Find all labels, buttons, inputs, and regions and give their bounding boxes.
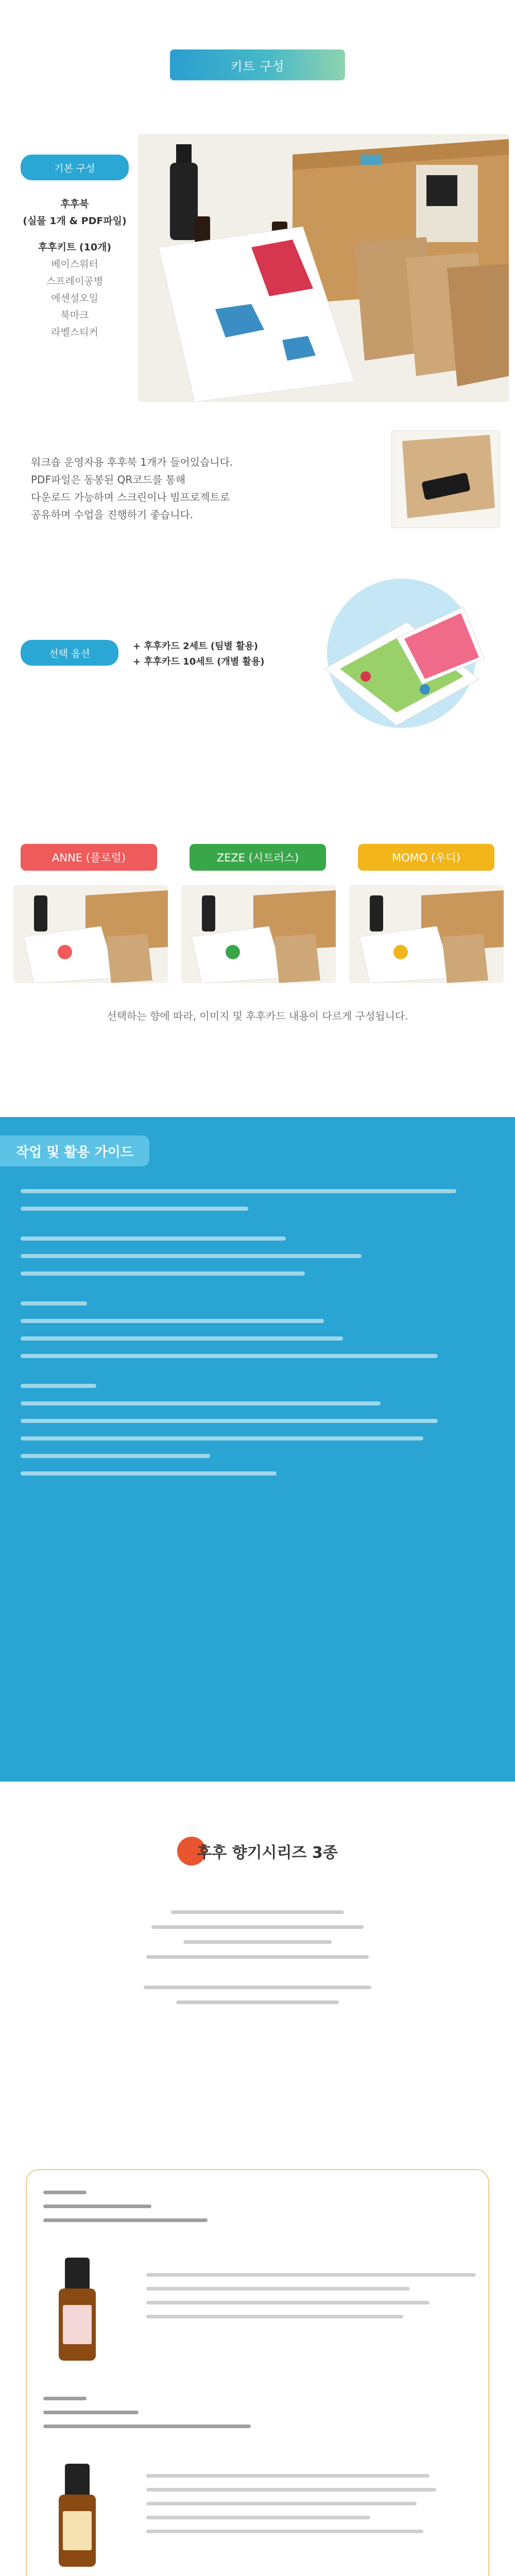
list-item: 후후키트 (10개) — [38, 242, 112, 253]
list-item: + 후후카드 10세트 (개별 활용) — [133, 656, 265, 667]
guide-title-tab — [0, 1136, 149, 1166]
basic-composition-pill — [21, 155, 129, 180]
bottle-icon — [54, 2464, 101, 2567]
cards-photo — [294, 576, 500, 731]
guide-line — [21, 1254, 362, 1258]
series-line — [146, 1955, 369, 1959]
series-title — [0, 1837, 515, 1866]
guide-line — [21, 1336, 343, 1341]
scent-caption: 선택하는 향에 따라, 이미지 및 후후카드 내용이 다르게 구성됩니다. — [107, 1010, 408, 1022]
scent-tag-zeze — [190, 844, 326, 871]
scent-series-box — [26, 2169, 489, 2576]
list-item: 북마크 — [60, 310, 89, 321]
kit-header-banner — [170, 49, 345, 80]
scent-photo-anne — [13, 885, 168, 983]
list-item: 에센셜오일 — [51, 293, 98, 304]
entry-line — [146, 2273, 476, 2277]
kit-contents-photo — [138, 134, 509, 402]
scent-entry — [43, 2191, 476, 2232]
series-intro — [134, 1910, 381, 2015]
scent-photo-momo — [349, 885, 504, 983]
series-line — [171, 1910, 344, 1914]
scent-photo-zeze — [181, 885, 336, 983]
entry-line — [146, 2474, 430, 2478]
entry-name-line — [43, 2205, 151, 2208]
entry-line — [146, 2488, 436, 2492]
series-line — [176, 2001, 339, 2004]
entry-name-line — [43, 2425, 251, 2428]
bottle-icon — [54, 2258, 101, 2361]
options-label: 선택 옵션 — [49, 648, 90, 659]
entry-line — [146, 2502, 417, 2505]
options-list — [133, 639, 265, 670]
guide-section — [0, 1117, 515, 1782]
kit-description — [31, 453, 319, 523]
series-title-text: 후후 향기시리즈 3종 — [197, 1844, 338, 1862]
entry-name-line — [43, 2397, 87, 2400]
series-line — [144, 1986, 371, 1989]
series-line — [183, 1940, 332, 1944]
scent-tag-anne — [21, 844, 157, 871]
guide-body — [21, 1189, 494, 1489]
description-line: 워크숍 운영자용 후후북 1개가 들어있습니다. — [31, 456, 233, 468]
options-pill — [21, 640, 118, 666]
entry-name-line — [43, 2191, 87, 2194]
scent-tag-label: ANNE (플로럴) — [52, 852, 126, 864]
list-item: 베이스워터 — [51, 259, 98, 270]
guide-line — [21, 1454, 210, 1458]
guide-line — [21, 1236, 286, 1241]
guide-line — [21, 1419, 438, 1423]
guide-line — [21, 1319, 324, 1323]
qr-detail-photo — [391, 430, 500, 528]
guide-title: 작업 및 활용 가이드 — [15, 1144, 134, 1160]
guide-line — [21, 1471, 277, 1476]
basic-composition-label: 기본 구성 — [54, 162, 95, 174]
basic-composition-list — [15, 196, 134, 341]
guide-line — [21, 1354, 438, 1358]
guide-line — [21, 1301, 87, 1306]
entry-line — [146, 2516, 370, 2519]
list-item: + 후후카드 2세트 (팀별 활용) — [133, 641, 259, 652]
entry-name-line — [43, 2411, 139, 2414]
description-line: PDF파일은 동봉된 QR코드를 통해 — [31, 473, 186, 486]
entry-line — [146, 2530, 423, 2533]
guide-line — [21, 1401, 381, 1405]
series-line — [151, 1925, 364, 1929]
guide-line — [21, 1189, 456, 1193]
entry-name-line — [43, 2218, 208, 2222]
scent-tag-label: MOMO (우디) — [392, 852, 460, 864]
description-line: 공유하며 수업을 진행하기 좋습니다. — [31, 509, 194, 521]
entry-line — [146, 2315, 403, 2318]
guide-line — [21, 1207, 248, 1211]
scent-tag-label: ZEZE (시트러스) — [216, 852, 299, 864]
kit-header-title: 키트 구성 — [230, 59, 285, 74]
guide-line — [21, 1272, 305, 1276]
entry-line — [146, 2287, 410, 2291]
scent-tag-momo — [358, 844, 494, 871]
list-item: 후후북 — [60, 198, 89, 210]
entry-line — [146, 2301, 430, 2304]
list-item: 라벨스티커 — [51, 327, 98, 338]
guide-line — [21, 1384, 96, 1388]
list-item: (실물 1개 & PDF파일) — [23, 215, 127, 227]
description-line: 다운로드 가능하며 스크린이나 빔프로젝트로 — [31, 491, 230, 503]
scent-entry — [43, 2397, 476, 2438]
guide-line — [21, 1436, 423, 1440]
list-item: 스프레이공병 — [46, 276, 104, 287]
